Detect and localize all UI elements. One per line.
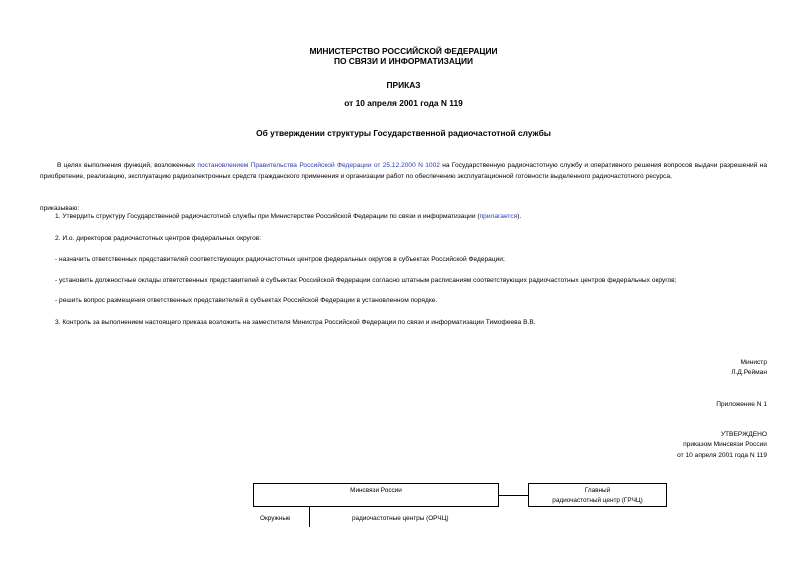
order-subitem-2: - установить должностные оклады ответственных представителей в субъектах Российской Федерации согласно штатным расписаниям соответствующих радиочастотных центров федеральных округов; xyxy=(55,277,677,284)
order-word: приказываю: xyxy=(40,205,80,212)
order-subitem-1: - назначить ответственных представителей соответствующих радиочастотных центров федеральных округов в субъектах Российской Федерации; xyxy=(55,256,505,263)
district-centers-left: Окружные xyxy=(260,515,291,522)
divider-line xyxy=(309,507,310,527)
government-decree-link[interactable]: постановлением Правительства Российской Федерации от 25.12.2000 N 1002 xyxy=(197,162,440,169)
doc-title: Об утверждении структуры Государственной радиочастотной службы xyxy=(256,128,551,138)
ministry-title-line1: МИНИСТЕРСТВО РОССИЙСКОЙ ФЕДЕРАЦИИ xyxy=(309,46,498,56)
order-item-2: 2. И.о. директоров радиочастотных центров федеральных округов: xyxy=(55,235,262,242)
approved-by: приказом Минсвязи России xyxy=(683,441,767,448)
order-item-1-text: 1. Утвердить структуру Государственной радиочастотной службы при Министерстве Российской Федерации по связи и информатизации ( xyxy=(55,213,480,220)
signature-name: Л.Д.Рейман xyxy=(731,369,767,376)
main-center-label-line1: Главный xyxy=(584,487,611,494)
approved-date: от 10 апреля 2001 года N 119 xyxy=(677,452,767,459)
doc-date: от 10 апреля 2001 года N 119 xyxy=(344,98,463,108)
doc-type: ПРИКАЗ xyxy=(386,80,421,90)
main-center-label-line2: радиочастотный центр (ГРЧЦ) xyxy=(552,497,643,504)
connector-line xyxy=(499,495,528,496)
preamble-text-end: на Государственную радиочастотную службу и оперативного решения вопросов выдачи разрешений на приобретение, реализацию, эксплуатацию радиоэлектронных средств гражданского применения и организации работ по обеспечению эксплуатационной готовности выделенного радиочастотного ресурса, xyxy=(40,162,767,180)
preamble-text-start: В целях выполнения функций, возложенных xyxy=(57,162,198,169)
order-item-1-end: ). xyxy=(517,213,522,220)
order-item-3: 3. Контроль за выполнением настоящего приказа возложить на заместителя Министра Российской Федерации по связи и информатизации Тимофеева В.В. xyxy=(55,319,536,326)
signature-position: Министр xyxy=(740,359,767,366)
order-item-1 xyxy=(55,212,521,222)
appendix-label: Приложение N 1 xyxy=(716,401,767,408)
approved-label: УТВЕРЖДЕНО xyxy=(720,431,767,438)
appendix-link[interactable]: прилагается xyxy=(479,213,518,220)
order-subitem-3: - решить вопрос размещения ответственных представителей в субъектах Российской Федерации в установленном порядке. xyxy=(55,297,438,304)
preamble-paragraph xyxy=(40,161,767,182)
district-centers-right: радиочастотные центры (ОРЧЦ) xyxy=(352,515,449,522)
ministry-box-label: Минсвязи России xyxy=(350,487,402,494)
ministry-title-line2: ПО СВЯЗИ И ИНФОРМАТИЗАЦИИ xyxy=(333,56,474,66)
